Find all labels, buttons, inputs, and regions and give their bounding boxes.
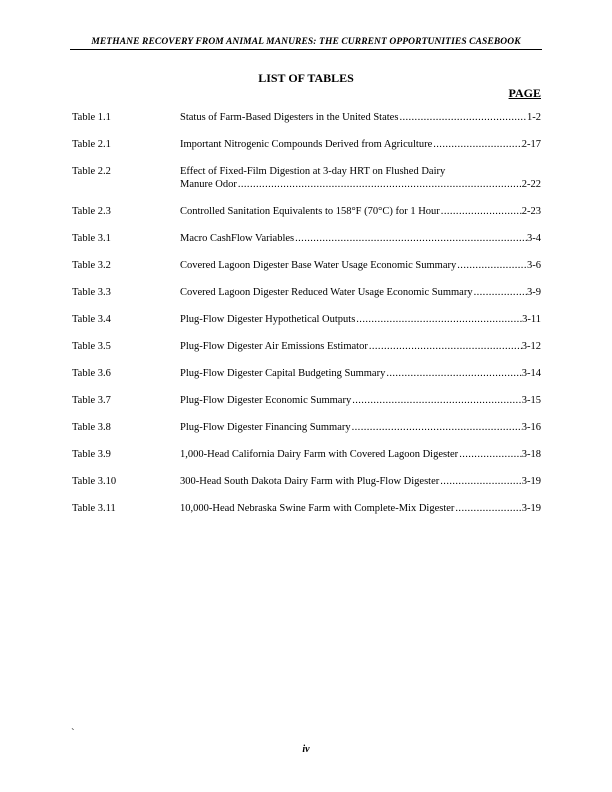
table-entry-title: Plug-Flow Digester Air Emissions Estimator: [180, 341, 368, 352]
table-entry-label: Table 3.7: [72, 395, 111, 406]
table-entry-label: Table 3.4: [72, 314, 111, 325]
table-entry-page: 3-6: [527, 260, 541, 271]
table-entry-title: 10,000-Head Nebraska Swine Farm with Complete-Mix Digester: [180, 503, 455, 514]
table-entry-title: 1,000-Head California Dairy Farm with Covered Lagoon Digester: [180, 449, 459, 460]
table-entry-page: 3-12: [521, 341, 541, 352]
table-entry-title: Plug-Flow Digester Economic Summary: [180, 395, 352, 406]
table-entry-page: 2-22: [521, 179, 541, 190]
table-entry-page: 3-19: [521, 476, 541, 487]
table-entry-page: 1-2: [527, 112, 541, 123]
table-entry-label: Table 3.8: [72, 422, 111, 433]
table-entry-page: 3-9: [527, 287, 541, 298]
page-title: LIST OF TABLES: [258, 71, 354, 85]
table-entry-title: Plug-Flow Digester Financing Summary: [180, 422, 351, 433]
table-entry-title: Macro CashFlow Variables: [180, 233, 295, 244]
table-entry-3-6[interactable]: [72, 367, 541, 394]
table-entry-title: Plug-Flow Digester Capital Budgeting Summary: [180, 368, 386, 379]
table-entry-page: 3-19: [521, 503, 541, 514]
table-entry-2-1[interactable]: [72, 138, 541, 165]
table-entry-page: 3-4: [527, 233, 541, 244]
table-entry-label: Table 2.3: [72, 206, 111, 217]
dot-leader: [351, 394, 522, 407]
table-entry-title: Plug-Flow Digester Hypothetical Outputs: [180, 314, 356, 325]
table-entry-page: 3-11: [522, 314, 541, 325]
table-entry-3-5[interactable]: [72, 340, 541, 367]
table-entry-label: Table 3.1: [72, 233, 111, 244]
dot-leader: [458, 448, 522, 461]
table-entry-label: Table 3.2: [72, 260, 111, 271]
table-entry-label: Table 3.11: [72, 503, 116, 514]
table-entry-3-3[interactable]: [72, 286, 541, 313]
table-entry-title: Covered Lagoon Digester Reduced Water Usage Economic Summary: [180, 287, 473, 298]
table-entry-3-2[interactable]: [72, 259, 541, 286]
dot-leader: [368, 340, 522, 353]
list-of-tables: [72, 111, 541, 529]
dot-leader: [473, 286, 527, 299]
table-entry-title: Covered Lagoon Digester Base Water Usage Economic Summary: [180, 260, 457, 271]
table-entry-label: Table 3.3: [72, 287, 111, 298]
table-entry-page: 3-16: [521, 422, 541, 433]
dot-leader: [440, 205, 522, 218]
table-entry-3-4[interactable]: [72, 313, 541, 340]
page-number: iv: [302, 744, 310, 755]
table-entry-page: 3-18: [521, 449, 541, 460]
page-column-heading: PAGE: [508, 86, 541, 100]
table-entry-page: 3-14: [521, 368, 541, 379]
table-entry-label: Table 3.5: [72, 341, 111, 352]
table-entry-title: Important Nitrogenic Compounds Derived from Agriculture: [180, 139, 433, 150]
table-entry-label: Table 2.1: [72, 139, 111, 150]
table-entry-label: Table 3.9: [72, 449, 111, 460]
dot-leader: [439, 475, 521, 488]
table-entry-3-8[interactable]: [72, 421, 541, 448]
dot-leader: [351, 421, 522, 434]
table-entry-page: 2-23: [521, 206, 541, 217]
table-entry-title: Status of Farm-Based Digesters in the United States: [180, 112, 399, 123]
dot-leader: [432, 138, 522, 151]
dot-leader: [398, 111, 527, 124]
dot-leader: [454, 502, 521, 515]
table-entry-title-line-1: Effect of Fixed-Film Digestion at 3-day HRT on Flushed Dairy: [180, 166, 446, 177]
table-entry-3-1[interactable]: [72, 232, 541, 259]
table-entry-title: 300-Head South Dakota Dairy Farm with Plug-Flow Digester: [180, 476, 440, 487]
table-entry-3-11[interactable]: [72, 502, 541, 529]
dot-leader: [385, 367, 521, 380]
table-entry-3-9[interactable]: [72, 448, 541, 475]
table-entry-page: 2-17: [521, 139, 541, 150]
table-entry-label: Table 2.2: [72, 166, 111, 177]
table-entry-label: Table 3.10: [72, 476, 117, 487]
table-entry-2-3[interactable]: [72, 205, 541, 232]
dot-leader: [456, 259, 527, 272]
table-entry-1-1[interactable]: [72, 111, 541, 138]
table-entry-label: Table 1.1: [72, 112, 111, 123]
stray-mark: `: [71, 727, 75, 739]
running-header: METHANE RECOVERY FROM ANIMAL MANURES: THE CURRENT OPPORTUNITIES CASEBOOK: [70, 37, 542, 50]
table-entry-page: 3-15: [521, 395, 541, 406]
table-entry-2-2[interactable]: [72, 165, 541, 205]
dot-leader: [294, 232, 527, 245]
dot-leader: [237, 178, 522, 191]
table-entry-3-7[interactable]: [72, 394, 541, 421]
table-entry-title: Controlled Sanitation Equivalents to 158°F (70°C) for 1 Hour: [180, 206, 440, 217]
table-entry-title-line-2: Manure Odor: [180, 179, 237, 190]
table-entry-label: Table 3.6: [72, 368, 111, 379]
table-entry-3-10[interactable]: [72, 475, 541, 502]
dot-leader: [355, 313, 522, 326]
